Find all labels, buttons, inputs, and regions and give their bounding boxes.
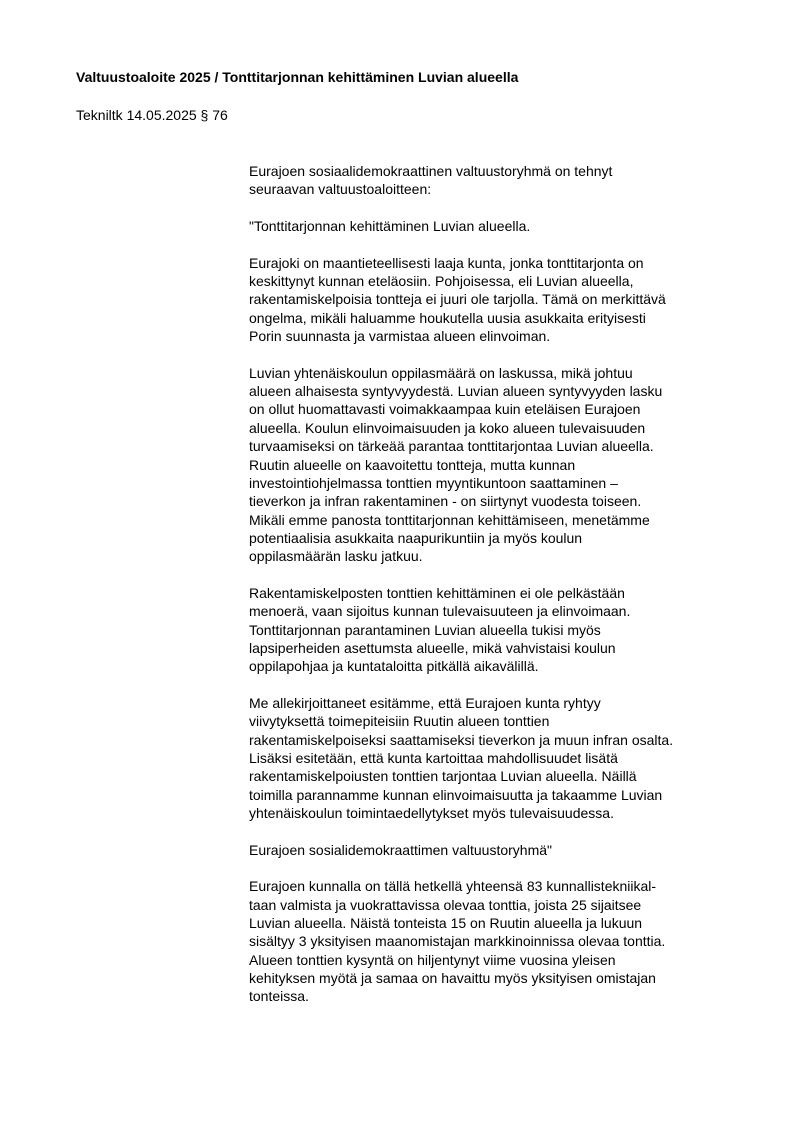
paragraph-line: Mikäli emme panosta tonttitarjonnan kehittämiseen, menetämme (249, 511, 650, 528)
body-paragraph (249, 364, 749, 566)
paragraph-line: Ruutin alueelle on kaavoitettu tontteja, mutta kunnan (249, 456, 576, 473)
paragraph-line: "Tonttitarjonnan kehittäminen Luvian alueella. (249, 218, 531, 235)
paragraph-line: investointiohjelmassa tonttien myyntikuntoon saattaminen – (249, 474, 618, 491)
paragraph-line: Rakentamiskelposten tonttien kehittäminen ei ole pelkästään (249, 584, 625, 601)
paragraph-line: rakentamiskelpoiseksi saattamiseksi tieverkon ja muun infran osalta. (249, 731, 674, 748)
paragraph-line: toimilla parannamme kunnan elinvoimaisuutta ja takaamme Luvian (249, 786, 663, 803)
paragraph-line: seuraavan valtuustoaloitteen: (249, 181, 432, 198)
paragraph-line: Luvian alueella. Näistä tonteista 15 on Ruutin alueella ja lukuun (249, 915, 643, 932)
paragraph-line: Me allekirjoittaneet esitämme, että Eurajoen kunta ryhtyy (249, 694, 601, 711)
document-body (249, 162, 749, 1024)
paragraph-line: Lisäksi esitetään, että kunta kartoittaa mahdollisuudet lisätä (249, 750, 618, 766)
body-paragraph (249, 694, 749, 822)
paragraph-line: Eurajoen sosialidemokraattimen valtuustoryhmä" (249, 841, 553, 858)
paragraph-line: tieverkon ja infran rakentaminen - on siirtynyt vuodesta toiseen. (249, 493, 642, 510)
paragraph-line: yhtenäiskoulun toimintaedellytykset myös tulevaisuudessa. (249, 805, 614, 822)
body-paragraph (249, 584, 749, 676)
paragraph-line: rakentamiskelpoisia tontteja ei juuri ole tarjolla. Tämä on merkittävä (249, 291, 666, 308)
paragraph-line: sisältyy 3 yksityisen maanomistajan markkinoinnissa olevaa tonttia. (249, 933, 666, 950)
body-paragraph (249, 841, 749, 859)
paragraph-line: oppilapohjaa ja kuntataloitta pitkällä aikavälillä. (249, 658, 539, 675)
paragraph-line: Eurajoen kunnalla on tällä hetkellä yhteensä 83 kunnallistekniikal- (249, 878, 657, 895)
paragraph-line: Tonttitarjonnan parantaminen Luvian alueella tukisi myös (249, 621, 601, 638)
paragraph-line: viivytyksettä toimepiteisiin Ruutin alueen tonttien (249, 713, 550, 730)
body-paragraph (249, 254, 749, 346)
paragraph-line: turvaamiseksi on tärkeää parantaa tonttitarjontaa Luvian alueella. (249, 438, 654, 455)
paragraph-line: Alueen tonttien kysyntä on hiljentynyt viime vuosina yleisen (249, 951, 616, 968)
paragraph-line: potentiaalisia asukkaita naapurikuntiin ja myös koulun (249, 529, 583, 546)
body-paragraph (249, 217, 749, 235)
paragraph-line: Eurajoen sosiaalidemokraattinen valtuustoryhmä on tehnyt (249, 163, 613, 179)
body-paragraph (249, 162, 749, 199)
document-title: Valtuustoaloite 2025 / Tonttitarjonnan kehittäminen Luvian alueella (76, 69, 519, 85)
meeting-reference: Tekniltk 14.05.2025 § 76 (76, 107, 228, 123)
body-paragraph (249, 877, 749, 1005)
paragraph-line: kehityksen myötä ja samaa on havaittu myös yksityisen omistajan (249, 970, 656, 987)
paragraph-line: alueen alhaisesta syntyvyydestä. Luvian alueen syntyvyyden lasku (249, 383, 663, 400)
paragraph-line: alueella. Koulun elinvoimaisuuden ja koko alueen tulevaisuuden (249, 419, 646, 436)
paragraph-line: rakentamiskelpoiusten tonttien tarjontaa Luvian alueella. Näillä (249, 768, 637, 785)
paragraph-line: keskittynyt kunnan eteläosiin. Pohjoisessa, eli Luvian alueella, (249, 273, 634, 290)
paragraph-line: menoerä, vaan sijoitus kunnan tulevaisuuteen ja elinvoimaan. (249, 603, 631, 620)
paragraph-line: Eurajoki on maantieteellisesti laaja kunta, jonka tonttitarjonta on (249, 254, 644, 271)
paragraph-line: on ollut huomattavasti voimakkaampaa kuin eteläisen Eurajoen (249, 401, 641, 418)
paragraph-line: Luvian yhtenäiskoulun oppilasmäärä on laskussa, mikä johtuu (249, 364, 633, 381)
paragraph-line: taan valmista ja vuokrattavissa olevaa tonttia, joista 25 sijaitsee (249, 896, 642, 913)
paragraph-line: lapsiperheiden asettumsta alueelle, mikä vahvistaisi koulun (249, 639, 616, 656)
paragraph-line: Porin suunnasta ja varmistaa alueen elinvoiman. (249, 328, 551, 345)
paragraph-line: oppilasmäärän lasku jatkuu. (249, 548, 423, 565)
paragraph-line: tonteissa. (249, 988, 309, 1005)
paragraph-line: ongelma, mikäli haluamme houkutella uusia asukkaita erityisesti (249, 309, 646, 326)
